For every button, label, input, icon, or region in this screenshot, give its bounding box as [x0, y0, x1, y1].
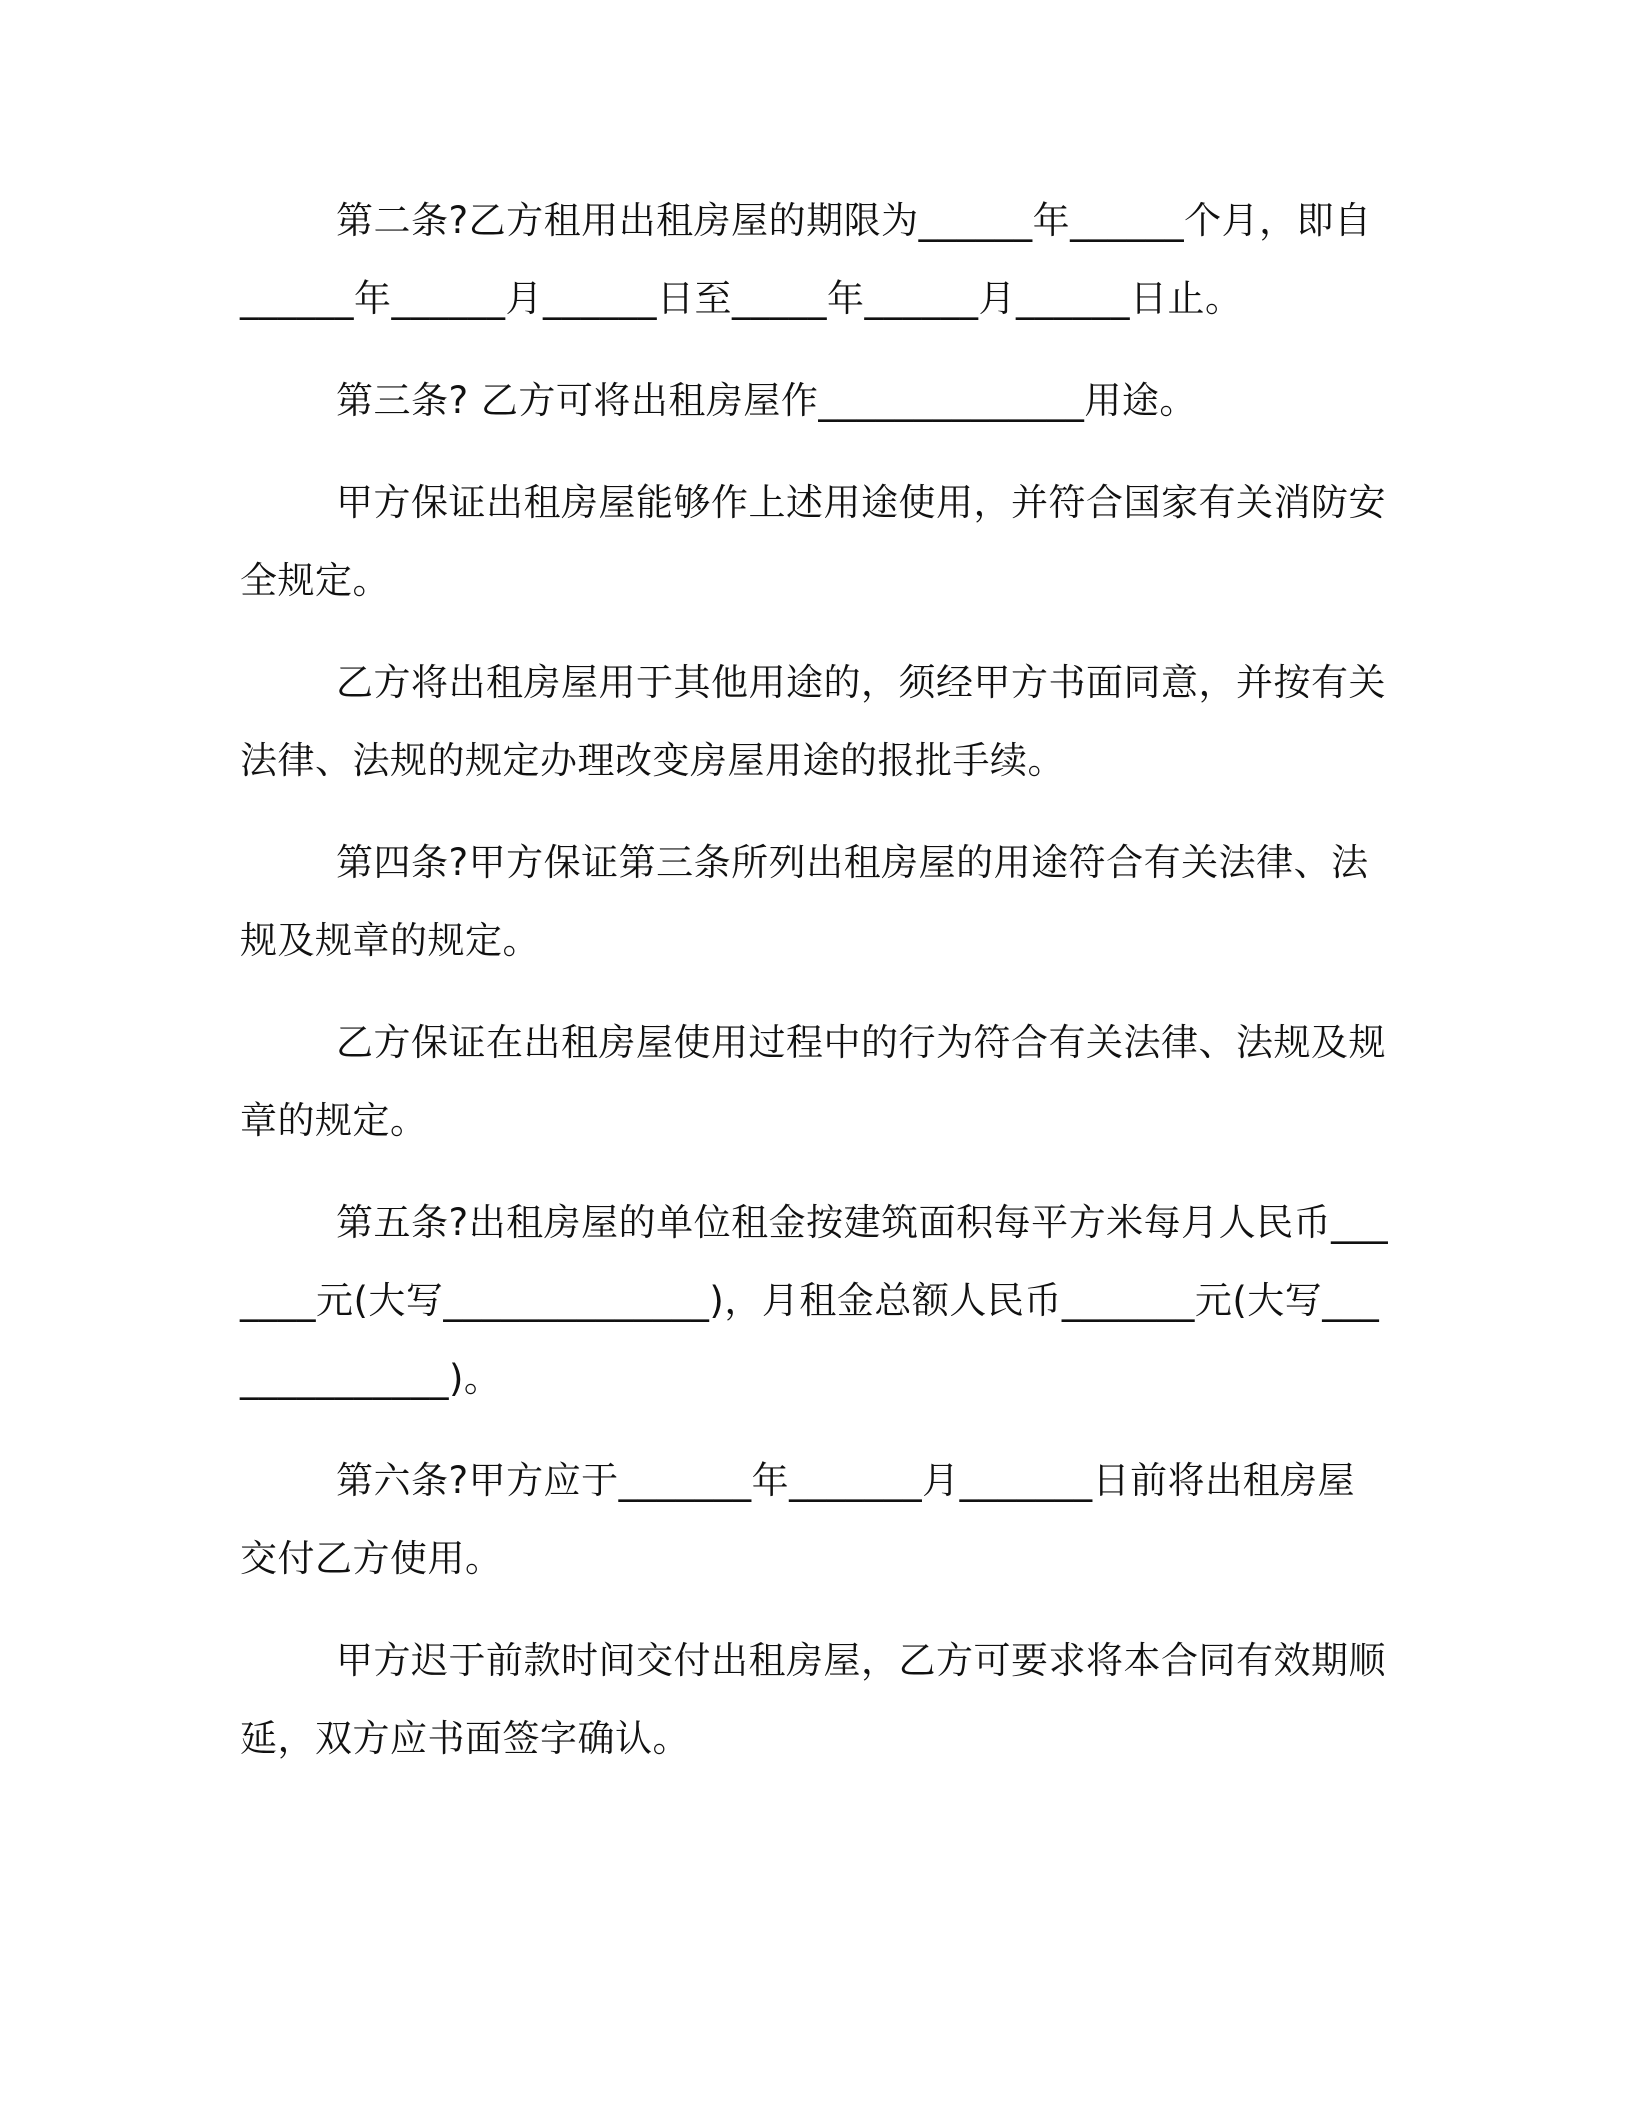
clause-3-usage: 第三条? 乙方可将出租房屋作______________用途。 [336, 379, 1197, 422]
clause-6-delay: 甲方迟于前款时间交付出租房屋，乙方可要求将本合同有效期顺延，双方应书面签字确认。 [240, 1639, 1386, 1760]
clause-6-delivery: 第六条?甲方应于_______年_______月_______日前将出租房屋交付乙方使用。 [240, 1459, 1356, 1580]
clause-4-tenant-guarantee: 乙方保证在出租房屋使用过程中的行为符合有关法律、法规及规章的规定。 [240, 1021, 1386, 1142]
document-page [240, 182, 1390, 1802]
clause-3-change-usage: 乙方将出租房屋用于其他用途的，须经甲方书面同意，并按有关法律、法规的规定办理改变房屋用途的报批手续。 [240, 661, 1386, 782]
clause-4-landlord-guarantee: 第四条?甲方保证第三条所列出租房屋的用途符合有关法律、法规及规章的规定。 [240, 841, 1369, 962]
clause-2-term: 第二条?乙方租用出租房屋的期限为______年______个月，即自______年______月______日至_____年______月______日止。 [240, 199, 1372, 320]
clause-3-fire-safety: 甲方保证出租房屋能够作上述用途使用，并符合国家有关消防安全规定。 [240, 481, 1386, 602]
clause-5-rent: 第五条?出租房屋的单位租金按建筑面积每平方米每月人民币_______元(大写______________)，月租金总额人民币_______元(大写______________)。 [240, 1201, 1389, 1400]
